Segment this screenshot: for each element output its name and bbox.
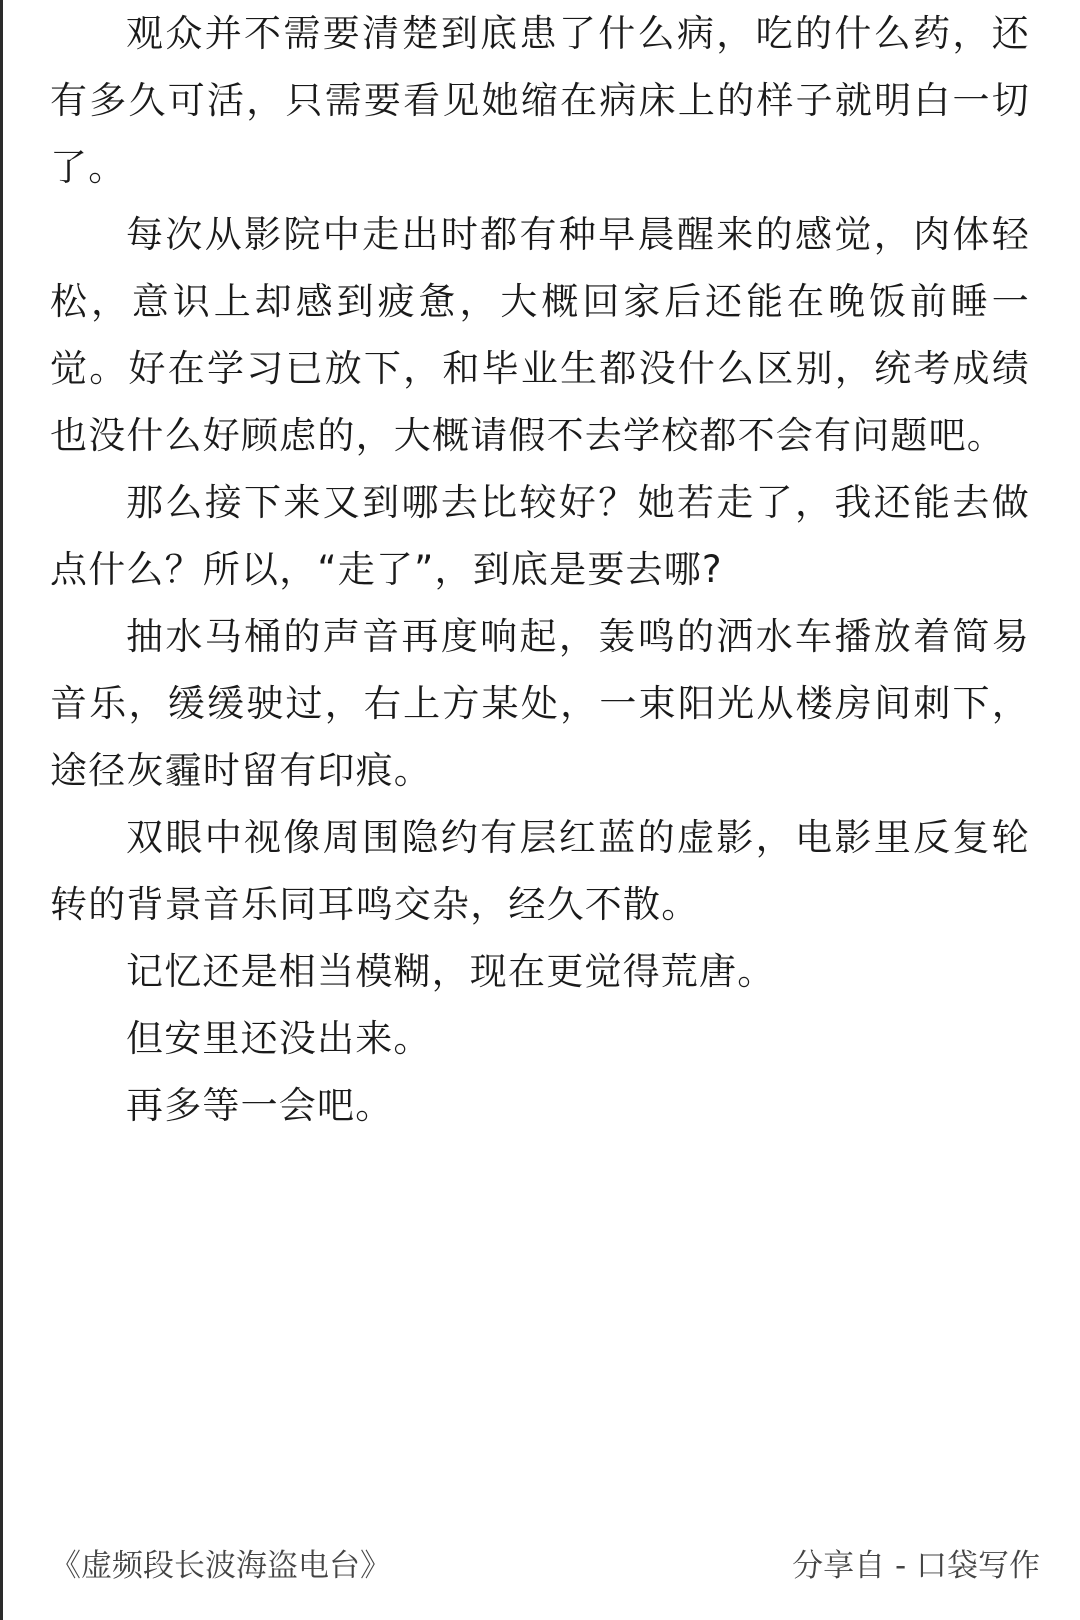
- paragraph-4: 抽水马桶的声音再度响起，轰鸣的洒水车播放着简易音乐，缓缓驶过，右上方某处，一束阳光从楼房间刺下，途径灰霾时留有印痕。: [50, 615, 1030, 792]
- book-title: 《虚频段长波海盗电台》: [50, 1547, 391, 1584]
- paragraph-2: 每次从影院中走出时都有种早晨醒来的感觉，肉体轻松，意识上却感到疲惫，大概回家后还能在晚饭前睡一觉。好在学习已放下，和毕业生都没什么区别，统考成绩也没什么好顾虑的，大概请假不去学校都不会有问题吧。: [50, 213, 1030, 457]
- paragraph-1: 观众并不需要清楚到底患了什么病，吃的什么药，还有多久可活，只需要看见她缩在病床上的样子就明白一切了。: [50, 12, 1030, 189]
- page-footer: [50, 1540, 1040, 1584]
- share-source: 分享自 - 口袋写作: [792, 1547, 1040, 1584]
- page-left-edge: [0, 0, 3, 1620]
- paragraph-3: 那么接下来又到哪去比较好？她若走了，我还能去做点什么？所以，“走了”，到底是要去哪?: [50, 481, 1030, 591]
- paragraph-7: 但安里还没出来。: [126, 1017, 432, 1060]
- paragraph-5: 双眼中视像周围隐约有层红蓝的虚影，电影里反复轮转的背景音乐同耳鸣交杂，经久不散。: [50, 816, 1030, 926]
- paragraph-8: 再多等一会吧。: [126, 1084, 394, 1127]
- article-body: [50, 0, 1030, 1139]
- paragraph-6: 记忆还是相当模糊，现在更觉得荒唐。: [126, 950, 776, 993]
